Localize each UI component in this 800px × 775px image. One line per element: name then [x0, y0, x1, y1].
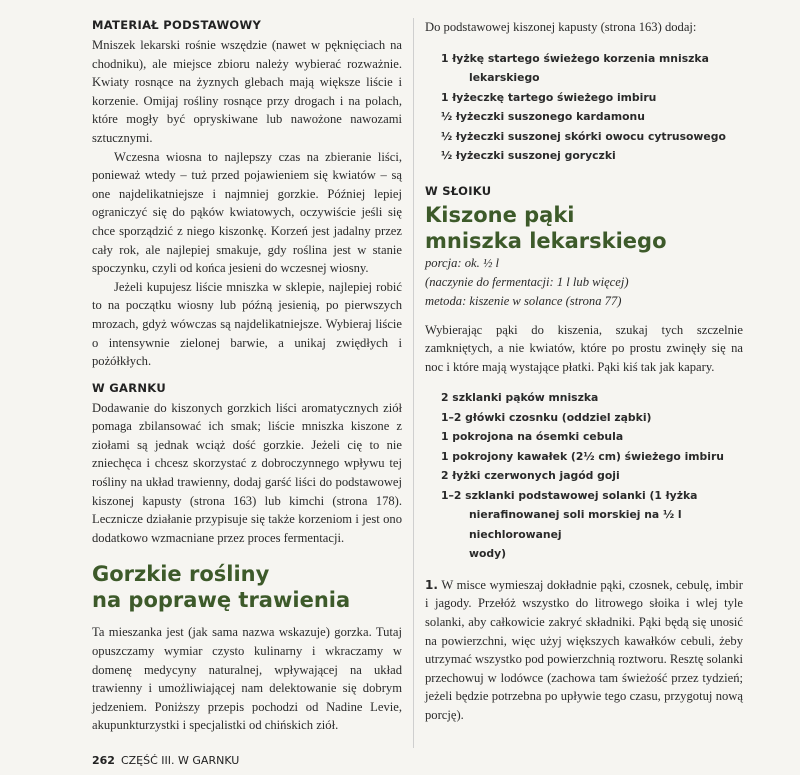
- paragraph: Dodawanie do kiszonych gorzkich liści aromatycznych ziół pomaga zbilansować ich smak; liście mniszka kiszone z ziołami są jednak wciąż dość gorzkie. Jeżeli cię to nie zniechęca i chcesz skorzystać z dobroczynnego wpływu tej rośliny na układ trawienny, dodaj garść liści do podstawowej kiszonej kapusty (strona 163) lub kimchi (strona 178). Lecznicze działanie przypisuje się także korzeniom i jest ono dodatkowo wzmacniane przez proces fermentacji.: [92, 400, 402, 545]
- recipe-portion: porcja: ok. ½ l: [425, 255, 500, 270]
- ingredient: 1 pokrojony kawałek (2½ cm) świeżego imbiru: [441, 449, 724, 463]
- step-text: W misce wymieszaj dokładnie pąki, czosnek, cebulę, imbir i jagody. Przełóż wszystko do litrowego słoika i wlej tyle solanki, aby całkowicie zakryć składniki. Pąki będą się unosić na powierzchni, więc użyj większych kawałków cebuli, żeby utrzymać wszystko pod powierzchnią roztworu. Resztę solanki przechowuj w lodówce (zachowa tam świeżość przez tydzień; jeżeli będzie potrzebna po upływie tego czasu, przygotuj nową porcję).: [425, 577, 743, 723]
- paragraph: Mniszek lekarski rośnie wszędzie (nawet w pęknięciach na chodniku), ale miejsce zbioru należy wybierać rozważnie. Kwiaty rosnące na żyznych glebach mają większe liście i korzenie. Omijaj rośliny rosnące przy drogach i na polach, które mogły być opryskiwane lub nawożone nawozami sztucznymi.: [92, 38, 402, 145]
- chapter-label: CZĘŚĆ III. W GARNKU: [120, 754, 240, 767]
- paragraph: Jeżeli kupujesz liście mniszka w sklepie, najlepiej robić to na początku wiosny lub późną jesienią, po pierwszych mrozach, gdyż wówczas są najdelikatniejsze. Wybieraj liście o intensywnie zielonej barwie, a unikaj zwiędłych i pożółkłych.: [92, 279, 402, 369]
- page-footer: [92, 754, 239, 767]
- paragraph: Wczesna wiosna to najlepszy czas na zbieranie liści, ponieważ wtedy – tuż przed pojawieniem się kwiatów – są one najdelikatniejsze i najmniej gorzkie. Później lepiej ograniczyć się do pąków kwiatowych, oczywiście jeśli się chce sporządzić z niego kiszonkę. Korzeń jest jadalny przez cały rok, ale najlepiej smakuje, gdy roślina jest w stanie spoczynku, czyli od końca jesieni do wczesnej wiosny.: [92, 149, 402, 276]
- ingredient-list-2: [441, 388, 743, 564]
- recipe-title-line2: na poprawę trawienia: [92, 588, 351, 613]
- ingredient: 1–2 szklanki podstawowej solanki (1 łyżka: [441, 488, 698, 502]
- right-column: [425, 18, 743, 725]
- ingredient: 1 pokrojona na ósemki cebula: [441, 430, 624, 444]
- section-heading-material: MATERIAŁ PODSTAWOWY: [92, 18, 262, 32]
- section-heading-w-garnku: W GARNKU: [92, 380, 166, 395]
- ingredient: wody): [469, 547, 507, 561]
- ingredient: ½ łyżeczki suszonego kardamonu: [441, 110, 645, 124]
- ingredient: nierafinowanej soli morskiej na ½ l niechlorowanej: [469, 508, 682, 541]
- recipe-title-line2: mniszka lekarskiego: [425, 228, 667, 253]
- paragraph: Ta mieszanka jest (jak sama nazwa wskazuje) gorzka. Tutaj opuszczamy wymiar czysto kulinarny i wkraczamy w domenę medycyny naturalnej, wpływającej na układ trawienny i umożliwiającej nam delektowanie się dobrym jedzeniem. Poniższy przepis pochodzi od Nadine Levie, akupunkturzystki i specjalistki od chińskich ziół.: [92, 625, 402, 733]
- recipe-title-line1: Gorzkie rośliny: [92, 562, 270, 587]
- ingredient: lekarskiego: [469, 71, 540, 85]
- step-number: 1.: [425, 577, 438, 592]
- ingredient-list-1: [441, 49, 743, 166]
- ingredient: 1–2 główki czosnku (oddziel ząbki): [441, 410, 652, 424]
- section-heading-w-sloiku: W SŁOIKU: [425, 183, 492, 198]
- ingredient: 1 łyżeczkę tartego świeżego imbiru: [441, 90, 657, 104]
- intro-text: Do podstawowej kiszonej kapusty (strona 163) dodaj:: [425, 20, 697, 34]
- ingredient: ½ łyżeczki suszonej goryczki: [441, 149, 616, 163]
- ingredient: 1 łyżkę startego świeżego korzenia mniszka: [441, 51, 709, 65]
- ingredient: 2 łyżki czerwonych jagód goji: [441, 469, 620, 483]
- recipe-method: metoda: kiszenie w solance (strona 77): [425, 293, 622, 308]
- ingredient: ½ łyżeczki suszonej skórki owocu cytrusowego: [441, 129, 726, 143]
- recipe-vessel: (naczynie do fermentacji: 1 l lub więcej): [425, 274, 629, 289]
- column-divider: [413, 18, 414, 748]
- paragraph: Wybierając pąki do kiszenia, szukaj tych szczelnie zamkniętych, a nie kwiatów, które po prostu zwinęły się na noc i które mają wystające płatki. Pąki kiś tak jak kapary.: [425, 322, 743, 374]
- recipe-step: [425, 576, 743, 725]
- left-column: [92, 18, 402, 735]
- ingredient: 2 szklanki pąków mniszka: [441, 391, 599, 405]
- page-number: 262: [92, 754, 115, 767]
- recipe-title-line1: Kiszone pąki: [425, 202, 575, 227]
